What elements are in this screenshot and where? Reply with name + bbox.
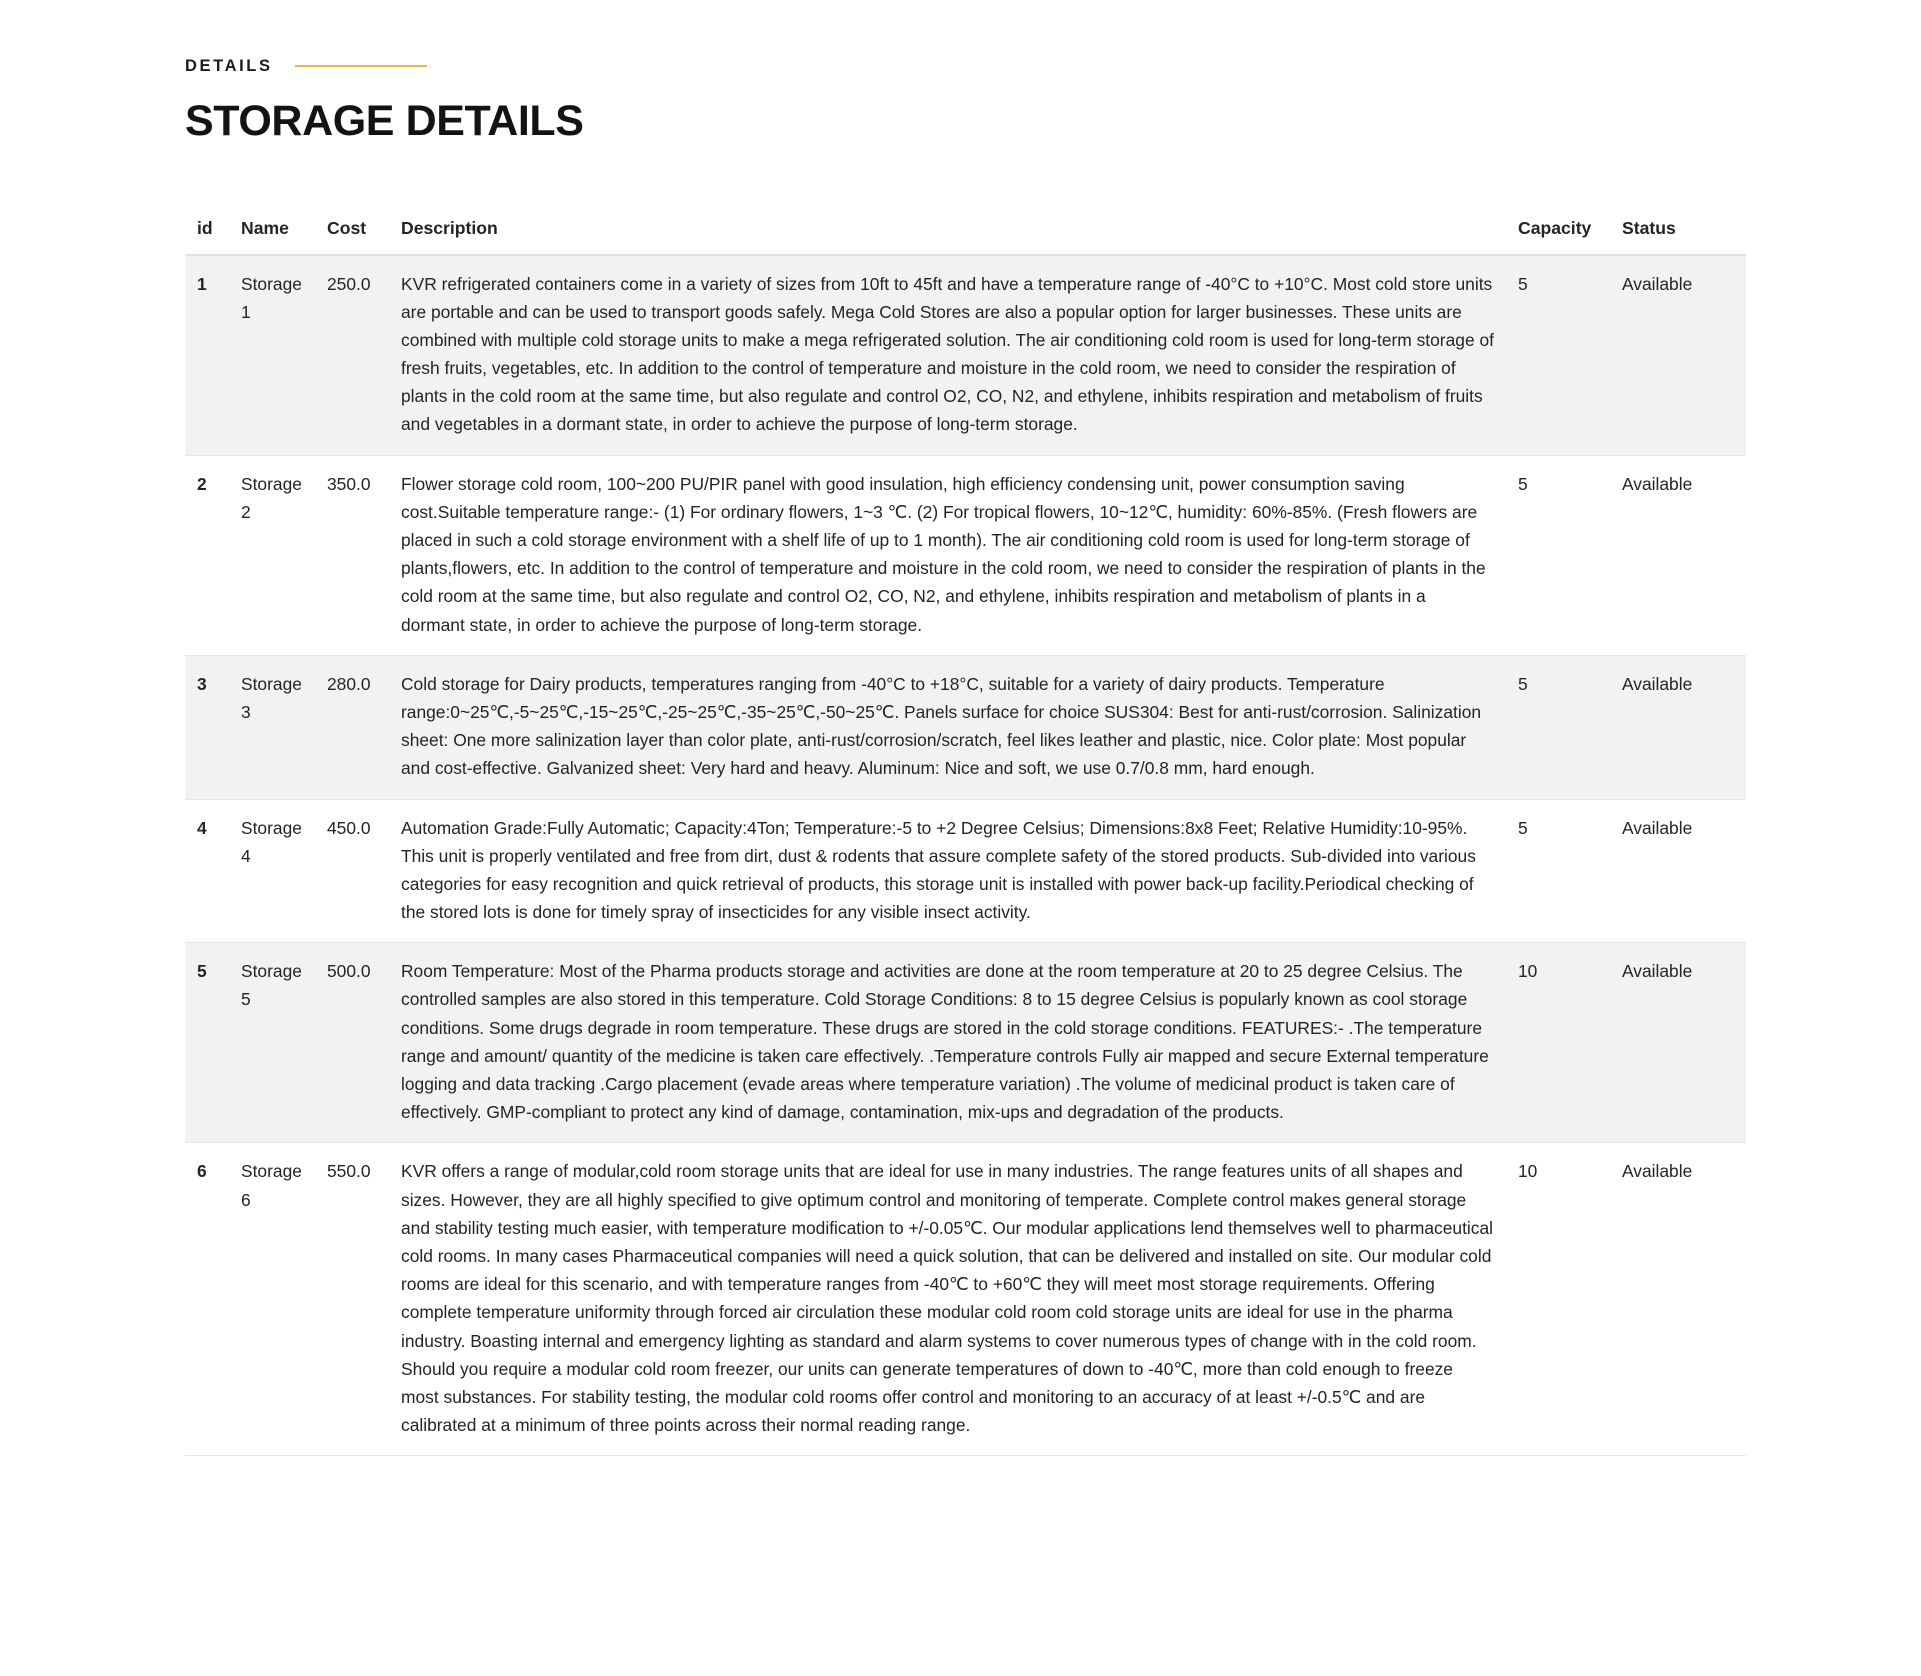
column-header-description[interactable]: Description	[389, 203, 1506, 255]
cell-description	[389, 455, 1506, 655]
cell-id	[185, 655, 229, 799]
cell-id-text: 5	[197, 961, 207, 982]
cell-status-text: Available	[1622, 273, 1693, 294]
cell-description-text: Room Temperature: Most of the Pharma products storage and activities are done at the room temperature at 20 to 25 degree Celsius. The controlled samples are also stored in this temperature. Cold Storage Conditions: 8 to 15 degree Celsius is popularly known as cool storage conditions. Some drugs degrade in room temperature. These drugs are stored in the cold storage conditions. FEATURES:- .The temperature range and amount/ quantity of the medicine is taken care effectively. .Temperature controls Fully air mapped and secure External temperature logging and data tracking .Cargo placement (evade areas where temperature variation) .The volume of medicinal product is taken care of effectively. GMP-compliant to protect any kind of damage, contamination, mix-ups and degradation of the products.	[401, 961, 1489, 1123]
cell-cost	[315, 799, 389, 943]
cell-description-text: Flower storage cold room, 100~200 PU/PIR panel with good insulation, high efficiency condensing unit, power consumption saving cost.Suitable temperature range:- (1) For ordinary flowers, 1~3 ℃. (2) For tropical flowers, 10~12℃, humidity: 60%-85%. (Fresh flowers are placed in such a cold storage environment with a shelf life of up to 1 month). The air conditioning cold room is used for long-term storage of plants,flowers, etc. In addition to the control of temperature and moisture in the cold room, we need to consider the respiration of plants in the cold room at the same time, but also regulate and control O2, CO, N2, and ethylene, inhibits respiration and metabolism of plants in a dormant state, in order to achieve the purpose of long-term storage.	[401, 473, 1486, 635]
cell-description-text: KVR offers a range of modular,cold room storage units that are ideal for use in many industries. The range features units of all shapes and sizes. However, they are all highly specified to give optimum control and monitoring of temperate. Complete control makes general storage and stability testing much easier, with temperature modification to +/-0.05℃. Our modular applications lend themselves well to pharmaceutical cold rooms. In many cases Pharmaceutical companies will need a quick solution, that can be delivered and installed on site. Our modular cold rooms are ideal for this scenario, and with temperature ranges from -40℃ to +60℃ they will meet most storage requirements. Offering complete temperature uniformity through forced air circulation these modular cold room cold storage units are ideal for use in the pharma industry. Boasting internal and emergency lighting as standard and alarm systems to cover numerous types of change with in the cold room. Should you require a modular cold room freezer, our units can generate temperatures of down to -40℃, more than cold enough to freeze most substances. For stability testing, the modular cold rooms offer control and monitoring to an accuracy of at least +/-0.5℃ and are calibrated at a minimum of three points across their normal reading range.	[401, 1161, 1494, 1436]
cell-capacity	[1506, 655, 1610, 799]
column-header-cost[interactable]: Cost	[315, 203, 389, 255]
cell-name-text: Storage 1	[241, 273, 302, 322]
page-title: STORAGE DETAILS	[185, 96, 584, 145]
cell-capacity-text: 5	[1518, 473, 1528, 494]
cell-description-text: Cold storage for Dairy products, temperatures ranging from -40°C to +18°C, suitable for a variety of dairy products. Temperature range:0~25℃,-5~25℃,-15~25℃,-25~25℃,-35~25℃,-50~25℃. Panels surface for choice SUS304: Best for anti-rust/corrosion. Salinization sheet: One more salinization layer than color plate, anti-rust/corrosion/scratch, feel likes leather and plastic, nice. Color plate: Most popular and cost-effective. Galvanized sheet: Very hard and heavy. Aluminum: Nice and soft, we use 0.7/0.8 mm, hard enough.	[401, 673, 1482, 779]
cell-description	[389, 1143, 1506, 1456]
column-header-status[interactable]: Status	[1610, 203, 1746, 255]
cell-capacity-text: 5	[1518, 817, 1528, 838]
cell-capacity-text: 10	[1518, 1161, 1538, 1182]
cell-name	[229, 943, 315, 1143]
cell-capacity-text: 10	[1518, 961, 1538, 982]
cell-status	[1610, 655, 1746, 799]
cell-description	[389, 943, 1506, 1143]
cell-cost-text: 250.0	[327, 273, 371, 294]
cell-status-text: Available	[1622, 473, 1693, 494]
cell-description-text: Automation Grade:Fully Automatic; Capacity:4Ton; Temperature:-5 to +2 Degree Celsius; Dimensions:8x8 Feet; Relative Humidity:10-95%. This unit is properly ventilated and free from dirt, dust & rodents that assure complete safety of the stored products. Sub-divided into various categories for easy recognition and quick retrieval of products, this storage unit is installed with power back-up facility.Periodical checking of the stored lots is done for timely spray of insecticides for any visible insect activity.	[401, 817, 1476, 923]
cell-name-text: Storage 6	[241, 1161, 302, 1210]
cell-status-text: Available	[1622, 673, 1693, 694]
cell-status	[1610, 1143, 1746, 1456]
cell-capacity	[1506, 1143, 1610, 1456]
cell-name-text: Storage 3	[241, 673, 302, 722]
cell-status-text: Available	[1622, 817, 1693, 838]
cell-name-text: Storage 2	[241, 473, 302, 522]
table-header-row	[185, 203, 1746, 255]
cell-capacity	[1506, 799, 1610, 943]
cell-name	[229, 655, 315, 799]
cell-capacity	[1506, 943, 1610, 1143]
eyebrow-rule-divider	[295, 65, 427, 67]
cell-id-text: 3	[197, 673, 207, 694]
cell-id	[185, 943, 229, 1143]
cell-name-text: Storage 4	[241, 817, 302, 866]
cell-cost	[315, 255, 389, 456]
table-row[interactable]	[185, 943, 1746, 1143]
cell-id-text: 6	[197, 1161, 207, 1182]
cell-status	[1610, 255, 1746, 456]
table-row[interactable]	[185, 255, 1746, 456]
cell-description	[389, 255, 1506, 456]
cell-name	[229, 1143, 315, 1456]
cell-capacity-text: 5	[1518, 673, 1528, 694]
table-row[interactable]	[185, 455, 1746, 655]
cell-status-text: Available	[1622, 1161, 1693, 1182]
cell-name	[229, 799, 315, 943]
page-header	[0, 0, 1921, 145]
storage-table	[185, 203, 1746, 1457]
cell-id	[185, 455, 229, 655]
cell-cost	[315, 455, 389, 655]
cell-id-text: 2	[197, 473, 207, 494]
cell-cost	[315, 1143, 389, 1456]
cell-cost-text: 280.0	[327, 673, 371, 694]
column-header-capacity[interactable]: Capacity	[1506, 203, 1610, 255]
cell-id-text: 1	[197, 273, 207, 294]
cell-cost-text: 550.0	[327, 1161, 371, 1182]
table-row[interactable]	[185, 655, 1746, 799]
cell-cost	[315, 655, 389, 799]
cell-status	[1610, 455, 1746, 655]
cell-capacity	[1506, 455, 1610, 655]
column-header-id[interactable]: id	[185, 203, 229, 255]
cell-status	[1610, 943, 1746, 1143]
cell-capacity-text: 5	[1518, 273, 1528, 294]
cell-description-text: KVR refrigerated containers come in a variety of sizes from 10ft to 45ft and have a temperature range of -40°C to +10°C. Most cold store units are portable and can be used to transport goods safely. Mega Cold Stores are also a popular option for larger businesses. These units are combined with multiple cold storage units to make a mega refrigerated solution. The air conditioning cold room is used for long-term storage of fresh fruits, vegetables, etc. In addition to the control of temperature and moisture in the cold room, we need to consider the respiration of plants in the cold room at the same time, but also regulate and control O2, CO, N2, and ethylene, inhibits respiration and metabolism of fruits and vegetables in a dormant state, in order to achieve the purpose of long-term storage.	[401, 273, 1494, 435]
cell-status	[1610, 799, 1746, 943]
cell-description	[389, 799, 1506, 943]
cell-name	[229, 455, 315, 655]
table-row[interactable]	[185, 799, 1746, 943]
cell-description	[389, 655, 1506, 799]
table-row[interactable]	[185, 1143, 1746, 1456]
table-body	[185, 255, 1746, 1456]
cell-cost-text: 450.0	[327, 817, 371, 838]
cell-cost	[315, 943, 389, 1143]
cell-id	[185, 799, 229, 943]
cell-id	[185, 255, 229, 456]
cell-cost-text: 350.0	[327, 473, 371, 494]
section-eyebrow: DETAILS	[185, 57, 273, 75]
table-head	[185, 203, 1746, 255]
cell-id-text: 4	[197, 817, 207, 838]
cell-cost-text: 500.0	[327, 961, 371, 982]
cell-name-text: Storage 5	[241, 961, 302, 1010]
cell-status-text: Available	[1622, 961, 1693, 982]
cell-id	[185, 1143, 229, 1456]
storage-table-container	[0, 203, 1921, 1457]
cell-capacity	[1506, 255, 1610, 456]
eyebrow-row	[185, 58, 1921, 75]
cell-name	[229, 255, 315, 456]
column-header-name[interactable]: Name	[229, 203, 315, 255]
